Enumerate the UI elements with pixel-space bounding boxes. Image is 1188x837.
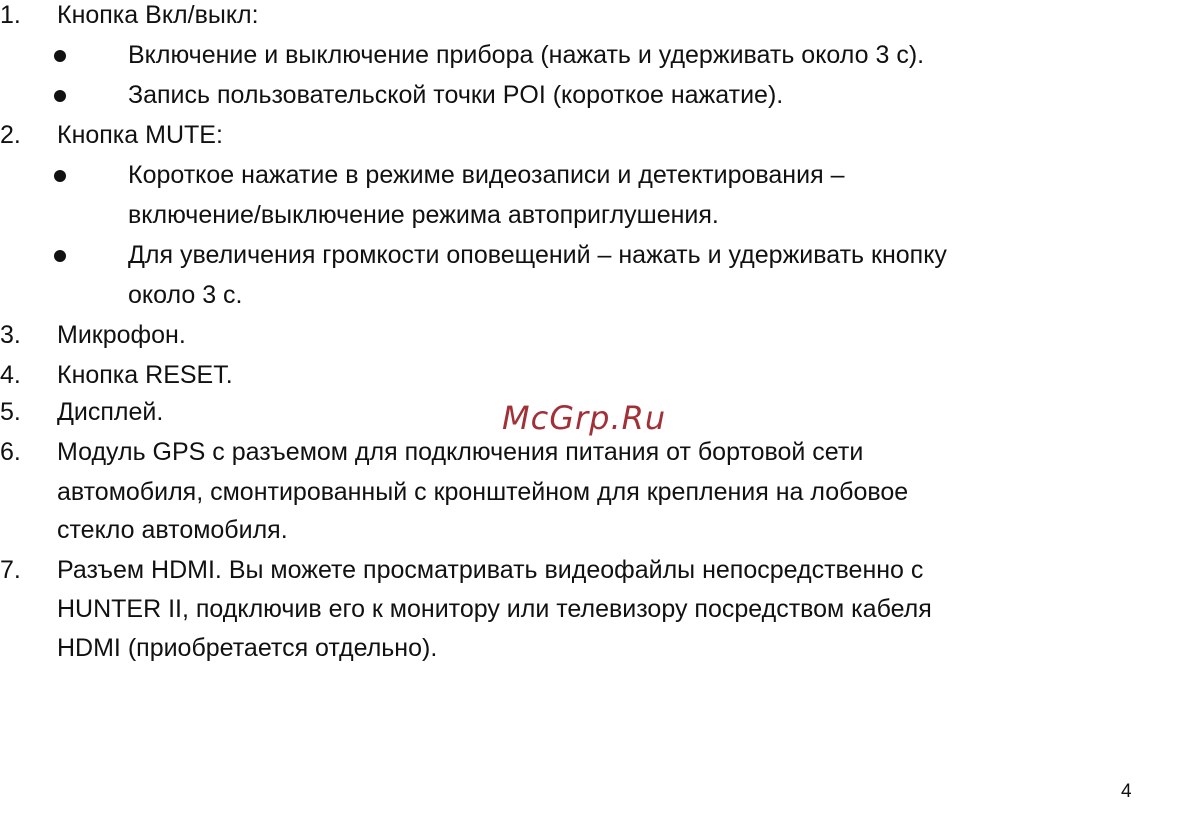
bullet-dot bbox=[54, 250, 66, 262]
bullet-dot bbox=[54, 90, 66, 102]
bullet-text: Короткое нажатие в режиме видеозаписи и детектирования – bbox=[128, 161, 845, 189]
bullet-text: Включение и выключение прибора (нажать и удерживать около 3 с). bbox=[128, 41, 925, 69]
item-title: Кнопка Вкл/выкл: bbox=[57, 1, 259, 29]
item-text: стекло автомобиля. bbox=[57, 516, 288, 544]
item-number: 5. bbox=[0, 398, 21, 426]
page-number: 4 bbox=[1121, 781, 1132, 802]
item-text: Кнопка RESET. bbox=[57, 361, 233, 389]
bullet-dot bbox=[54, 170, 66, 182]
item-number: 1. bbox=[0, 1, 21, 29]
bullet-text: Запись пользовательской точки POI (короткое нажатие). bbox=[128, 81, 784, 109]
item-text: Микрофон. bbox=[57, 321, 186, 349]
bullet-text: около 3 с. bbox=[128, 281, 243, 309]
item-text: Дисплей. bbox=[57, 398, 164, 426]
watermark: McGrp.Ru bbox=[502, 399, 667, 437]
item-text: автомобиля, смонтированный с кронштейном для крепления на лобовое bbox=[57, 478, 909, 506]
item-number: 6. bbox=[0, 438, 21, 466]
item-text: Разъем HDMI. Вы можете просматривать видеофайлы непосредственно с bbox=[57, 556, 924, 584]
item-text: HDMI (приобретается отдельно). bbox=[57, 634, 438, 662]
bullet-text: включение/выключение режима автоприглушения. bbox=[128, 201, 719, 229]
item-number: 2. bbox=[0, 121, 21, 149]
bullet-dot bbox=[54, 50, 66, 62]
item-text: HUNTER II, подключив его к монитору или телевизору посредством кабеля bbox=[57, 595, 932, 623]
item-title: Кнопка MUTE: bbox=[57, 121, 223, 149]
item-number: 4. bbox=[0, 361, 21, 389]
item-number: 3. bbox=[0, 321, 21, 349]
item-number: 7. bbox=[0, 556, 21, 584]
item-text: Модуль GPS с разъемом для подключения питания от бортовой сети bbox=[57, 438, 864, 466]
bullet-text: Для увеличения громкости оповещений – нажать и удерживать кнопку bbox=[128, 241, 947, 269]
